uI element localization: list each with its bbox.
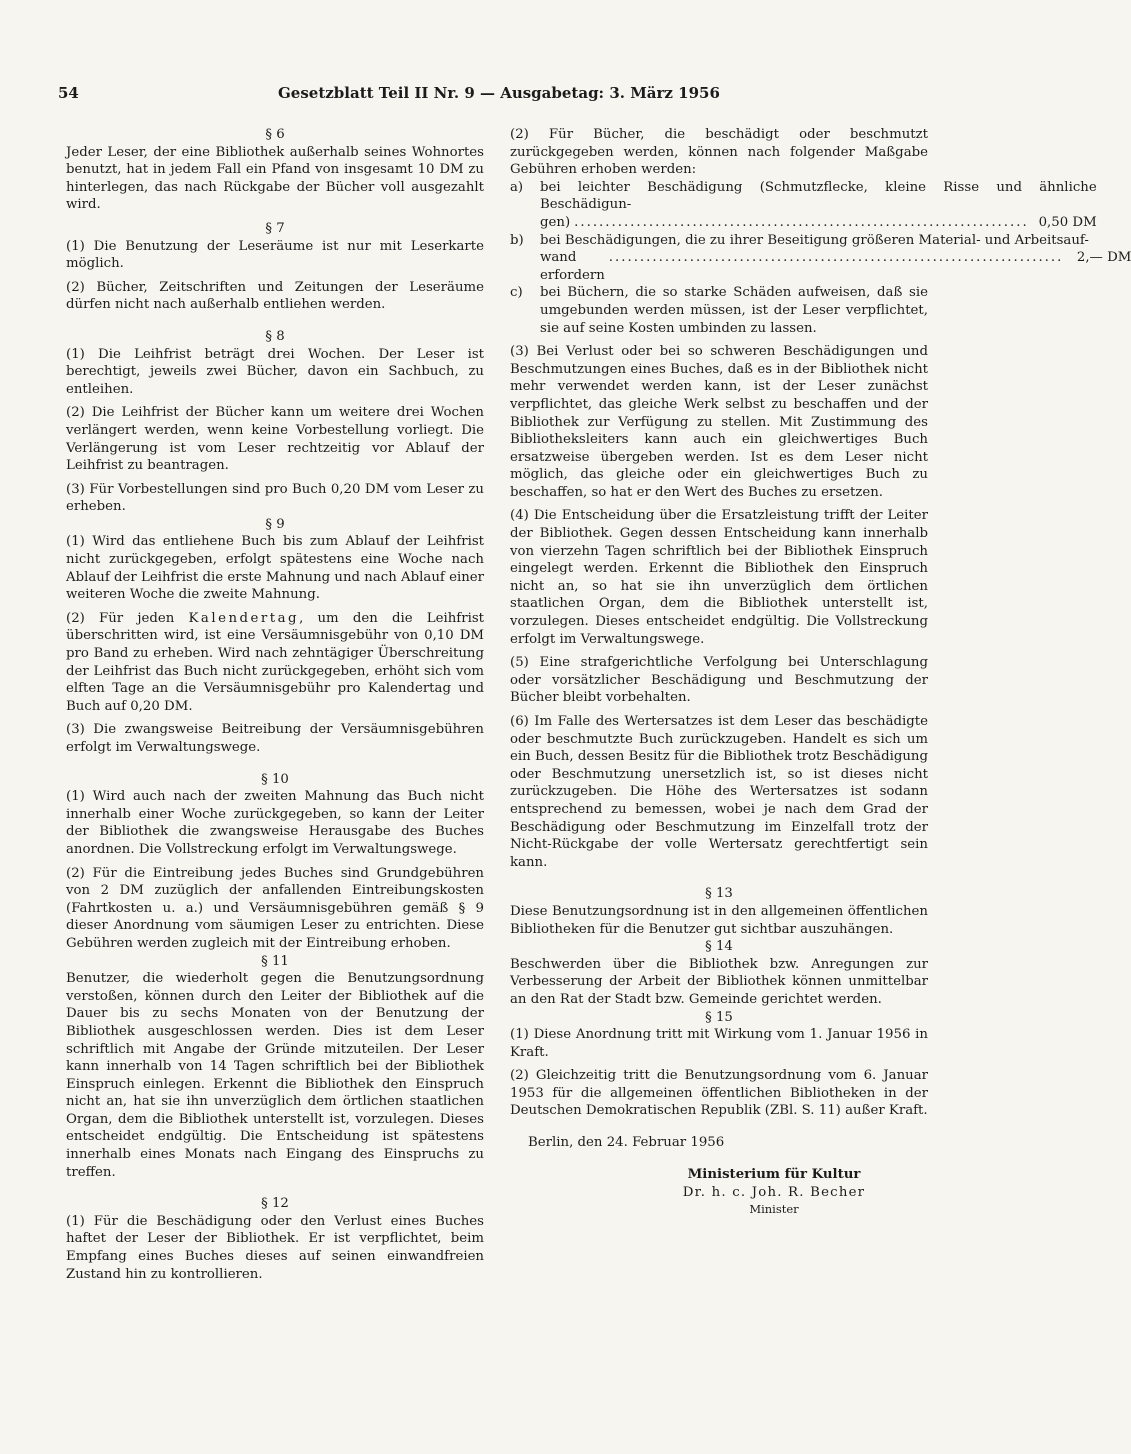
- paragraph-8-2: (2) Die Leihfrist der Bücher kann um weitere drei Wochen verlängert werden, wenn keine Vorbestellung vorliegt. Die Verlängerung ist vom Leser rechtzeitig vor Ablauf der Leihfrist zu beantragen.: [66, 405, 484, 474]
- paragraph-11: Benutzer, die wiederholt gegen die Benutzungsordnung verstoßen, können durch den Leiter der Bibliothek auf die Dauer bis zu sechs Monaten von der Benutzung der Bibliothek ausgeschlossen werden. Dies ist dem Leser schriftlich mit Angabe der Gründe mitzuteilen. Der Leser kann innerhalb von 14 Tagen schriftlich bei der Bibliothek Einspruch einlegen. Erkennt die Bibliothek den Einspruch nicht an, hat sie ihn unverzüglich dem örtlichen staatlichen Organ, dem die Bibliothek unterstellt ist, vorzulegen. Dieses entscheidet endgültig. Die Entscheidung ist spätestens innerhalb eines Monats nach Eingang des Einspruchs zu treffen.: [66, 971, 484, 1180]
- paragraph-6: Jeder Leser, der eine Bibliothek außerhalb seines Wohnortes benutzt, hat in jedem Fall ein Pfand von insgesamt 10 DM zu hinterlegen, das nach Rückgabe der Bücher voll ausgezahlt wird.: [66, 144, 484, 213]
- fee-item-text: bei Beschädigungen, die zu ihrer Beseitigung größeren Material- und Arbeitsauf-: [540, 232, 1089, 248]
- place-and-date: Berlin, den 24. Februar 1956: [528, 1135, 725, 1151]
- paragraph-12-4: (4) Die Entscheidung über die Ersatzleistung trifft der Leiter der Bibliothek. Gegen dessen Entscheidung kann innerhalb von vierzehn Tagen schriftlich bei der Bibliothek Einspruch eingelegt werden. Erkennt die Bibliothek den Einspruch nicht an, so hat sie ihn unverzüglich dem örtlichen staatlichen Organ, dem die Bibliothek unterstellt ist, vorzulegen. Dieses entscheidet endgültig. Die Vollstreckung erfolgt im Verwaltungswege.: [510, 508, 928, 647]
- fee-item-label: b): [510, 232, 524, 248]
- paragraph-9-1: (1) Wird das entliehene Buch bis zum Ablauf der Leihfrist nicht zurückgegeben, erfolgt spätestens eine Woche nach Ablauf der Leihfrist die erste Mahnung und nach Ablauf einer weiteren Woche die zweite Mahnung.: [66, 534, 484, 603]
- paragraph-14: Beschwerden über die Bibliothek bzw. Anregungen zur Verbesserung der Arbeit der Bibliothek können unmittelbar an den Rat der Stadt bzw. Gemeinde gerichtet werden.: [510, 956, 928, 1007]
- section-heading-15: § 15: [705, 1009, 733, 1025]
- paragraph-15-2: (2) Gleichzeitig tritt die Benutzungsordnung vom 6. Januar 1953 für die allgemeinen öffentlichen Bibliotheken in der Deutschen Demokratischen Republik (ZBl. S. 11) außer Kraft.: [510, 1068, 928, 1119]
- signing-ministry: Ministerium für Kultur: [687, 1166, 861, 1182]
- paragraph-7-2: (2) Bücher, Zeitschriften und Zeitungen der Leseräume dürfen nicht nach außerhalb entliehen werden.: [66, 279, 484, 313]
- fee-item-c: [510, 284, 928, 337]
- paragraph-12-5: (5) Eine strafgerichtliche Verfolgung bei Unterschlagung oder vorsätzlicher Beschädigung und Beschmutzung der Bücher bleibt vorbehalten.: [510, 655, 928, 706]
- paragraph-15-1: (1) Diese Anordnung tritt mit Wirkung vom 1. Januar 1956 in Kraft.: [510, 1027, 928, 1060]
- gazette-title: Gesetzblatt Teil II Nr. 9 — Ausgabetag: 3. März 1956: [278, 84, 720, 102]
- paragraph-12-1: (1) Für die Beschädigung oder den Verlust eines Buches haftet der Leser der Bibliothek. Er ist verpflichtet, beim Empfang eines Buches dieses auf seinen einwandfreien Zustand hin zu kontrollieren.: [66, 1213, 484, 1282]
- paragraph-9-3: (3) Die zwangsweise Beitreibung der Versäumnisgebühren erfolgt im Verwaltungswege.: [66, 722, 484, 755]
- right-column: [510, 126, 1131, 1217]
- paragraph-10-1: (1) Wird auch nach der zweiten Mahnung das Buch nicht innerhalb einer Woche zurückgegeben, so kann der Leiter der Bibliothek die zwangsweise Herausgabe des Buches anordnen. Die Vollstreckung erfolgt im Verwaltungswege.: [66, 789, 484, 857]
- paragraph-8-3: (3) Für Vorbestellungen sind pro Buch 0,20 DM vom Leser zu erheben.: [66, 481, 484, 515]
- paragraph-12-3: (3) Bei Verlust oder bei so schweren Beschädigungen und Beschmutzungen eines Buches, daß es in der Bibliothek nicht mehr verwendet werden kann, ist der Leser zunächst verpflichtet, das gleiche Werk selbst zu beschaffen und der Bibliothek zur Verfügung zu stellen. Mit Zustimmung des Bibliotheksleiters kann auch ein gleichwertiges Buch ersatzweise übergeben werden. Ist es dem Leser nicht möglich, das gleiche oder ein gleichwertiges Buch zu beschaffen, so hat er den Wert des Buches zu ersetzen.: [510, 344, 928, 500]
- page-header: [58, 84, 944, 108]
- section-heading-7: § 7: [265, 220, 285, 236]
- paragraph-8-1: (1) Die Leihfrist beträgt drei Wochen. Der Leser ist berechtigt, jeweils zwei Bücher, davon ein Sachbuch, zu entleihen.: [66, 346, 484, 397]
- left-column: [66, 126, 484, 1283]
- fee-item-text-end: gen): [540, 214, 571, 230]
- paragraph-9-2-start: (2) Für jeden: [66, 610, 189, 626]
- fee-item-text: bei Büchern, die so starke Schäden aufweisen, daß sie umgebunden werden müssen, ist der Leser verpflichtet, sie auf seine Kosten umbinden zu lassen.: [540, 285, 928, 336]
- section-heading-13: § 13: [705, 886, 733, 902]
- section-heading-11: § 11: [261, 953, 289, 969]
- leader-dots: .........................................................................: [608, 250, 1064, 266]
- page-number: 54: [58, 84, 79, 102]
- spaced-word-kalendertag: Kalendertag: [188, 610, 300, 626]
- signatory-role: Minister: [749, 1201, 799, 1216]
- fee-item-label: a): [510, 179, 524, 195]
- section-heading-9: § 9: [265, 516, 285, 532]
- signatory-name: Dr. h. c. Joh. R. Becher: [682, 1184, 866, 1200]
- paragraph-13: Diese Benutzungsordnung ist in den allgemeinen öffentlichen Bibliotheken für die Benutzer gut sichtbar auszuhängen.: [510, 903, 928, 937]
- section-heading-14: § 14: [705, 939, 733, 955]
- paragraph-9-2: [66, 610, 484, 716]
- fee-item-a: [510, 179, 1097, 232]
- fee-item-text-end: wand erfordern: [540, 250, 605, 283]
- fee-item-label: c): [510, 285, 523, 301]
- paragraph-12-6: (6) Im Falle des Wertersatzes ist dem Leser das beschädigte oder beschmutzte Buch zurückzugeben. Handelt es sich um ein Buch, dessen Besitz für die Bibliothek trotz Beschädigung oder Beschmutzung unersetzlich ist, so ist dieses nicht zurückzugeben. Die Höhe des Wertersatzes ist sodann entsprechend zu bemessen, wobei je nach dem Grad der Beschädigung oder Beschmutzung im Einzelfall trotz der Nicht-Rückgabe der volle Wertersatz gerechtfertigt sein kann.: [510, 714, 928, 870]
- fee-amount: 2,— DM: [1076, 250, 1131, 266]
- section-heading-8: § 8: [265, 328, 285, 344]
- leader-dots: .........................................................................: [574, 214, 1029, 230]
- paragraph-10-2: (2) Für die Eintreibung jedes Buches sind Grundgebühren von 2 DM zuzüglich der anfallenden Eintreibungskosten (Fahrtkosten u. a.) und Versäumnisgebühren gemäß § 9 dieser Anordnung vom säumigen Leser zu entrichten. Diese Gebühren werden zugleich mit der Eintreibung erhoben.: [66, 865, 484, 951]
- signature-block: [620, 1166, 928, 1217]
- section-heading-6: § 6: [265, 127, 285, 142]
- paragraph-12-2: (2) Für Bücher, die beschädigt oder beschmutzt zurückgegeben werden, können nach folgender Maßgabe Gebühren erhoben werden:: [510, 127, 928, 178]
- section-heading-10: § 10: [261, 771, 289, 787]
- paragraph-7-1: (1) Die Benutzung der Leseräume ist nur mit Leserkarte möglich.: [66, 238, 484, 272]
- paragraph-9-2-end: , um den die Leihfrist überschritten wird, ist eine Versäumnisgebühr von 0,10 DM pro Band zu erheben. Wird nach zehntägiger Überschreitung der Leihfrist das Buch nicht zurückgegeben, erhöht sich vom elften Tage an die Versäumnisgebühr pro Kalendertag und Buch auf 0,20 DM.: [66, 610, 484, 714]
- fee-item-b: [510, 232, 1131, 285]
- fee-item-text: bei leichter Beschädigung (Schmutzflecke, kleine Risse und ähnliche Beschädigun-: [540, 179, 1097, 213]
- section-heading-12: § 12: [261, 1196, 289, 1212]
- fee-amount: 0,50 DM: [1038, 214, 1097, 230]
